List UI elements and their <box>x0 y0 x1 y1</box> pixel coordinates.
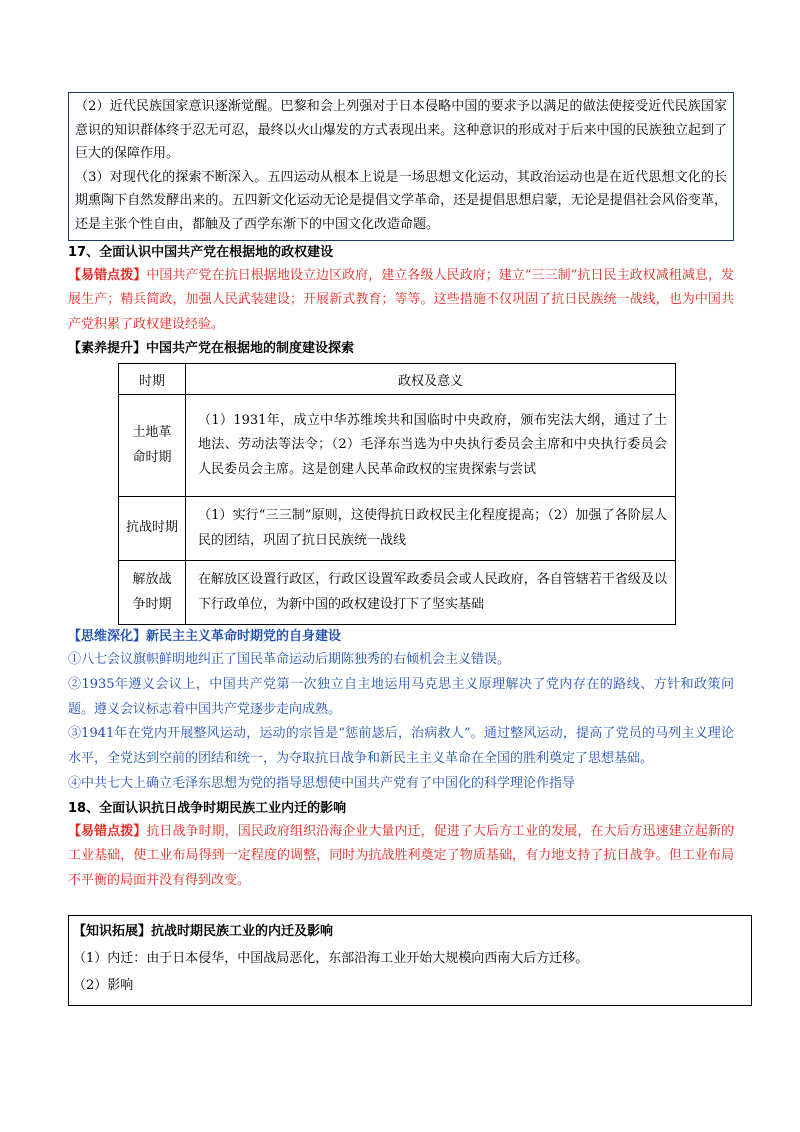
tip-text: 抗日战争时期，国民政府组织沿海企业大量内迁，促进了大后方工业的发展，在大后方迅速建立起新的工业基础，使工业布局得到一定程度的调整，同时为抗战胜利奠定了物质基础，有力地支持了抗日战争。但工业布局不平衡的局面并没有得到改变。 <box>68 823 734 888</box>
table-header-row <box>119 364 676 395</box>
table-row <box>119 395 676 497</box>
knowledge-box <box>68 915 752 1006</box>
table-row <box>119 561 676 625</box>
think-item-1: ①八七会议旗帜鲜明地纠正了国民革命运动后期陈独秀的右倾机会主义错误。 <box>68 652 511 668</box>
period-cell: 土地革命时期 <box>119 395 186 497</box>
table-row <box>119 497 676 561</box>
think-item-2: ②1935年遵义会议上，中国共产党第一次独立自主地运用马克思主义原理解决了党内存在的路线、方针和政策问题。遵义会议标志着中国共产党逐步走向成熟。 <box>68 676 734 717</box>
content-cell: 在解放区设置行政区，行政区设置军政委员会或人民政府，各自管辖若干省级及以下行政单位，为新中国的政权建设打下了坚实基础 <box>186 561 676 625</box>
period-cell: 解放战争时期 <box>119 561 186 625</box>
knowledge-item-2: （2）影响 <box>73 978 134 994</box>
content-cell: （1）实行“三三制”原则，这使得抗日政权民主化程度提高；（2）加强了各阶层人民的团结，巩固了抗日民族统一战线 <box>186 497 676 561</box>
tip-paragraph-18 <box>68 820 734 894</box>
regime-table <box>118 363 676 625</box>
period-cell: 抗战时期 <box>119 497 186 561</box>
framed-text-box <box>68 92 734 241</box>
tip-tag: 【易错点拨】 <box>68 823 147 839</box>
paragraph-3: （3）对现代化的探索不断深入。五四运动从根本上说是一场思想文化运动，其政治运动也是在近代思想文化的长期熏陶下自然发酵出来的。五四新文化运动无论是提倡文学革命，还是提倡思想启蒙，无论是提倡社会风俗变革，还是主张个性自由，都触及了西学东渐下的中国文化改造命题。 <box>75 169 727 232</box>
content-cell: （1）1931年，成立中华苏维埃共和国临时中央政府，颁布宪法大纲，通过了土地法、劳动法等法令；（2）毛泽东当选为中央执行委员会主席和中央执行委员会人民委员会主席。这是创建人民革命政权的宝贵探索与尝试 <box>186 395 676 497</box>
paragraph-2: （2）近代民族国家意识逐渐觉醒。巴黎和会上列强对于日本侵略中国的要求予以满足的做法使接受近代民族国家意识的知识群体终于忍无可忍，最终以火山爆发的方式表现出来。这种意识的形成对于后来中国的民族独立起到了巨大的保障作用。 <box>75 99 727 162</box>
table-header-content: 政权及意义 <box>186 364 676 395</box>
section-17-heading: 17、全面认识中国共产党在根据地的政权建设 <box>68 244 334 260</box>
document-page <box>68 92 734 1006</box>
knowledge-item-1: （1）内迁：由于日本侵华，中国战局恶化，东部沿海工业开始大规模向西南大后方迁移。 <box>73 951 589 967</box>
tip-paragraph-17 <box>68 264 734 338</box>
table-header-period: 时期 <box>119 364 186 395</box>
section-18-heading: 18、全面认识抗日战争时期民族工业内迁的影响 <box>68 800 347 816</box>
think-item-4: ④中共七大上确立毛泽东思想为党的指导思想使中国共产党有了中国化的科学理论作指导 <box>68 776 576 792</box>
think-heading: 【思维深化】新民主主义革命时期党的自身建设 <box>68 629 342 645</box>
ext-heading: 【素养提升】中国共产党在根据地的制度建设探索 <box>68 341 355 357</box>
think-item-3: ③1941年在党内开展整风运动，运动的宗旨是“惩前毖后，治病救人”。通过整风运动，提高了党员的马列主义理论水平，全党达到空前的团结和统一，为夺取抗日战争和新民主主义革命在全国的胜利奠定了思想基础。 <box>68 726 734 767</box>
knowledge-heading: 【知识拓展】抗战时期民族工业的内迁及影响 <box>73 924 334 940</box>
tip-tag: 【易错点拨】 <box>68 267 147 283</box>
tip-text: 中国共产党在抗日根据地设立边区政府，建立各级人民政府；建立“三三制”抗日民主政权减租减息，发展生产；精兵简政，加强人民武装建设；开展新式教育；等等。这些措施不仅巩固了抗日民族统一战线，也为中国共产党积累了政权建设经验。 <box>68 267 734 332</box>
